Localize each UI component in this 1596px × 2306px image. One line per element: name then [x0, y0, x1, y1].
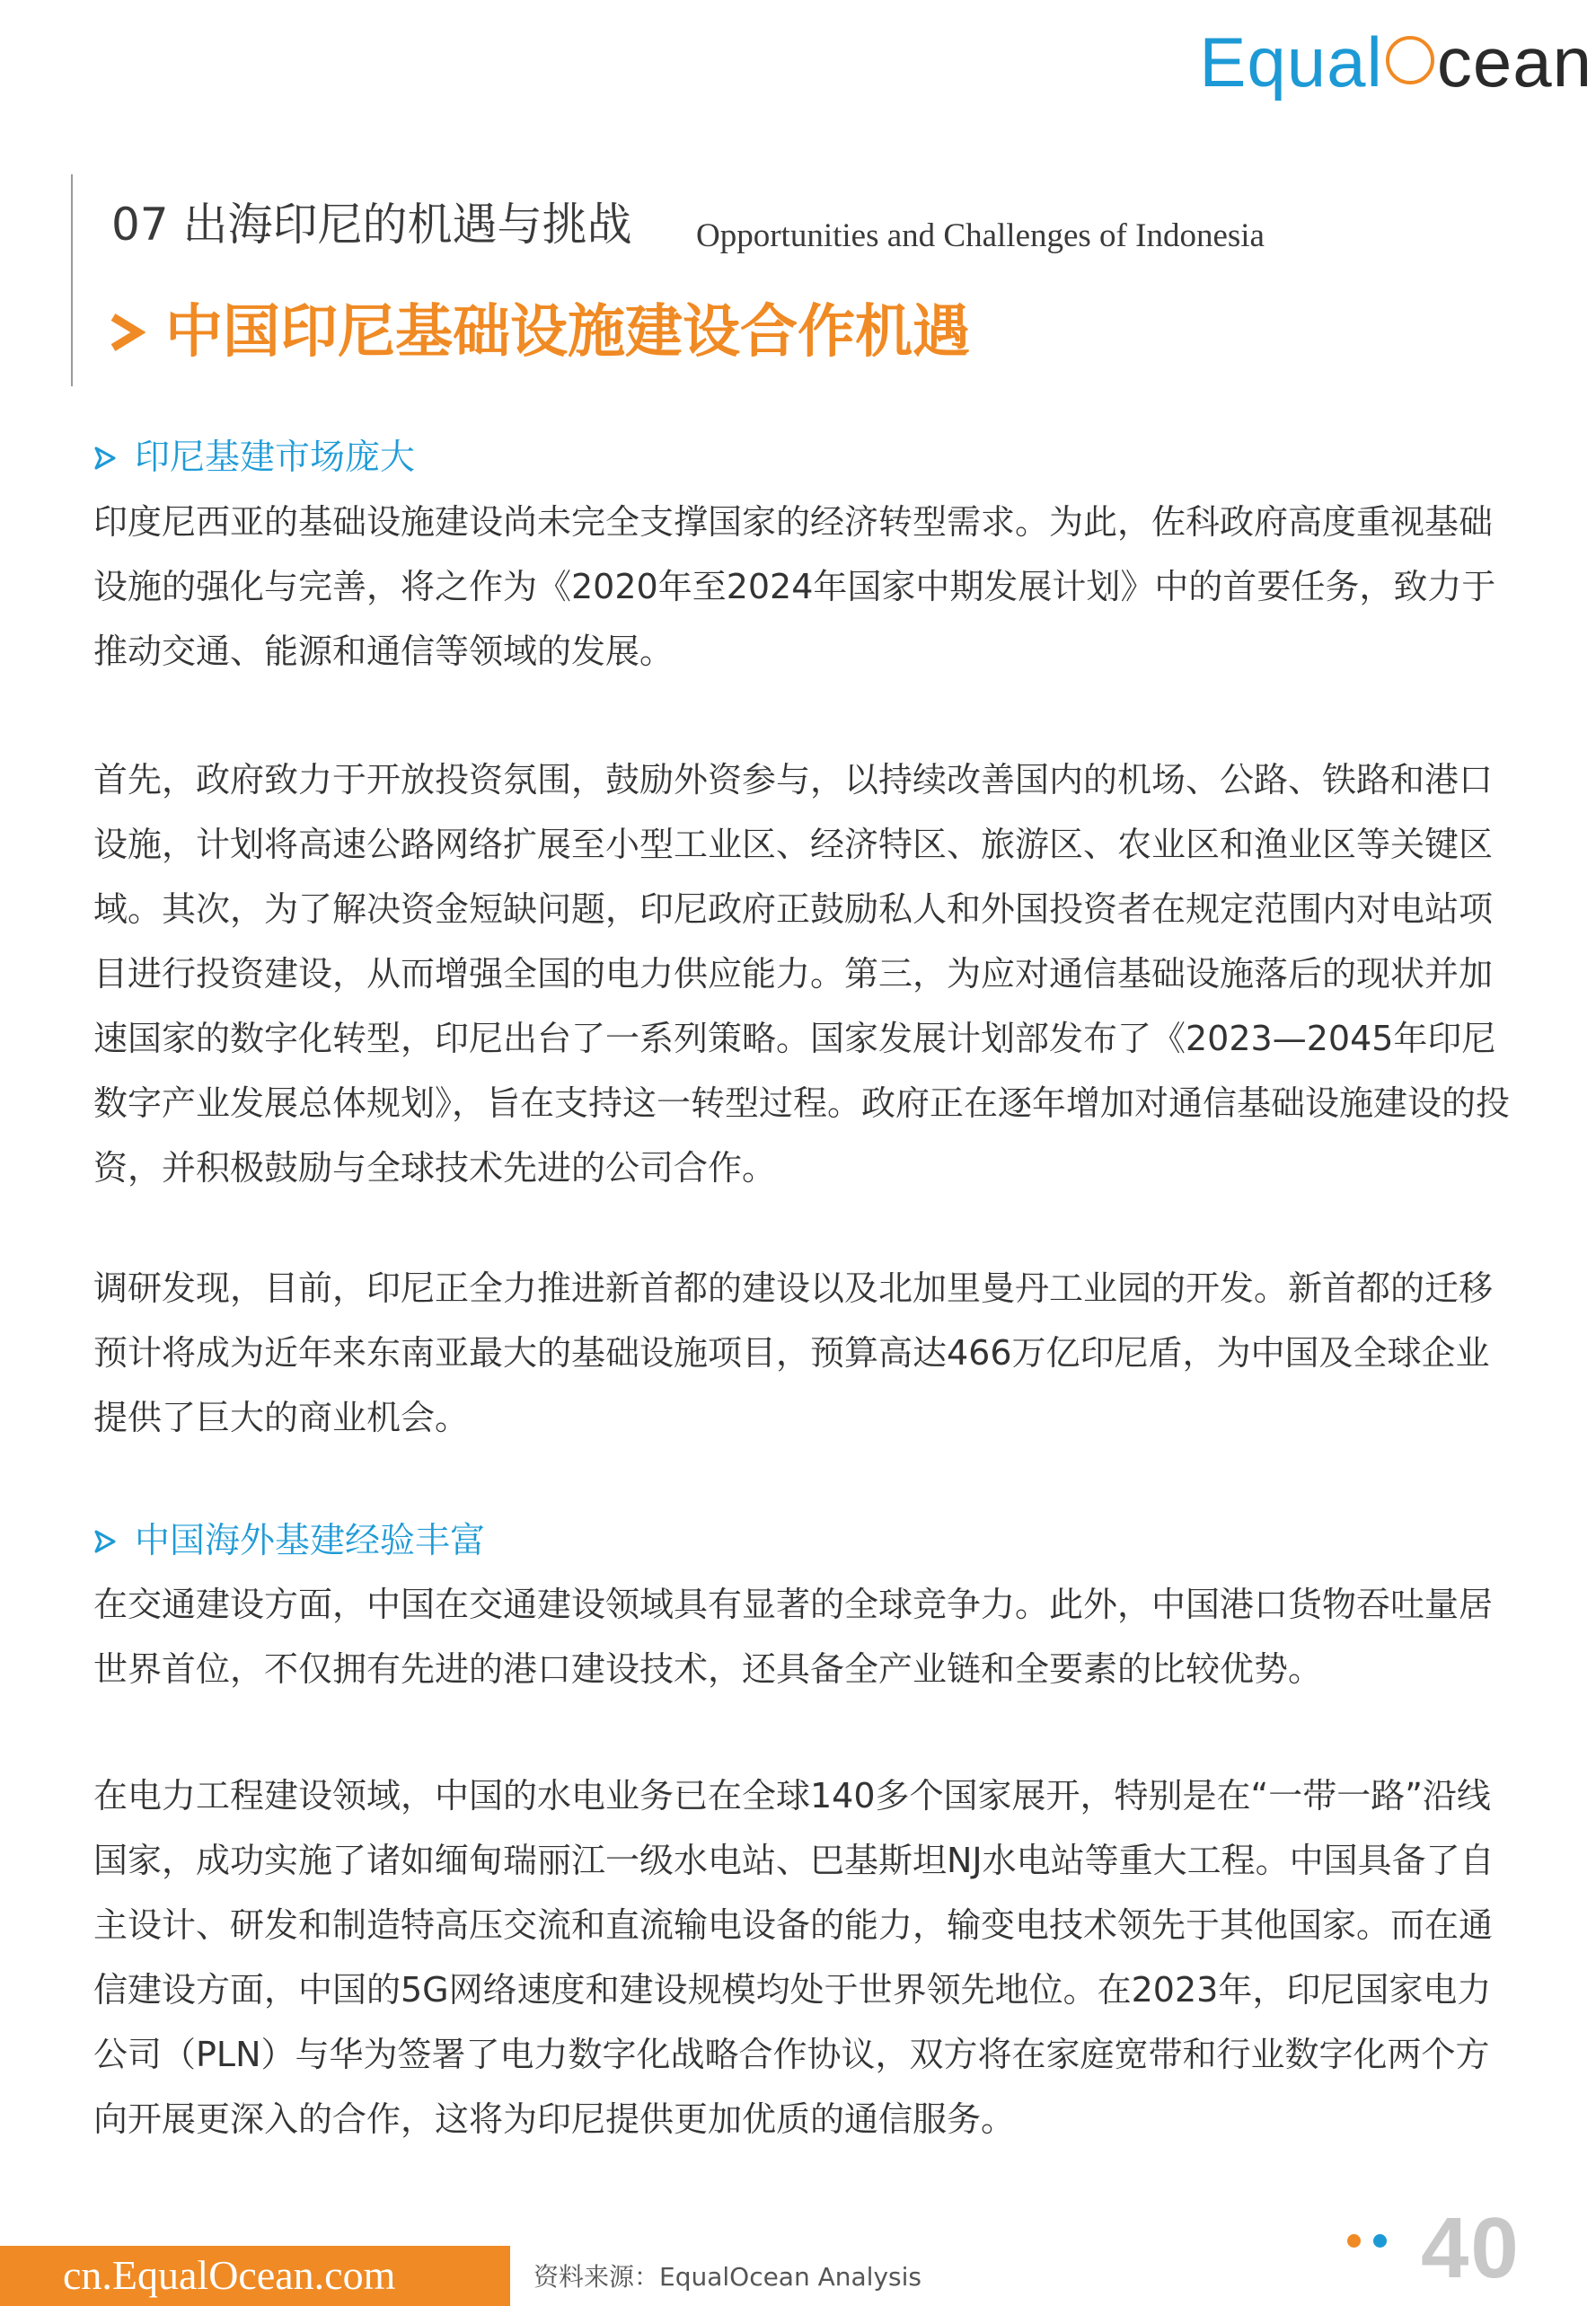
- equalocean-logo: [1199, 22, 1592, 102]
- section-heading-china-experience: [93, 1518, 485, 1565]
- logo-text-equal: Equal: [1199, 22, 1383, 102]
- triangle-right-icon: [93, 1529, 117, 1554]
- paragraph: 在电力工程建设领域，中国的水电业务已在全球140多个国家展开，特别是在“一带一路”沿线国家，成功实施了诸如缅甸瑞丽江一级水电站、巴基斯坦NJ水电站等重大工程。中国具备了自主设计、研发和制造特高压交流和直流输电设备的能力，输变电技术领先于其他国家。而在通信建设方面，中国的5G网络速度和建设规模均处于世界领先地位。在2023年，印尼国家电力公司（PLN）与华为签署了电力数字化战略合作协议，双方将在家庭宽带和行业数字化两个方向开展更深入的合作，这将为印尼提供更加优质的通信服务。: [93, 1776, 1495, 2139]
- orange-dot-icon: [1347, 2234, 1361, 2248]
- chevron-right-icon: [108, 312, 145, 353]
- paragraph: 调研发现，目前，印尼正全力推进新首都的建设以及北加里曼丹工业园的开发。新首都的迁移预计将成为近年来东南亚最大的基础设施项目，预算高达466万亿印尼盾，为中国及全球企业提供了巨大的商业机会。: [93, 1268, 1494, 1437]
- footer-source-note: 资料来源：EqualOcean Analysis: [533, 2262, 921, 2292]
- page-title: [108, 296, 970, 368]
- footer-website-link[interactable]: cn.EqualOcean.com: [63, 2252, 396, 2298]
- section-heading-infrastructure-market: [93, 435, 415, 482]
- blue-dot-icon: [1373, 2234, 1387, 2248]
- chapter-label: 07 出海印尼的机遇与挑战: [111, 199, 632, 251]
- logo-o-ring-icon: [1386, 36, 1434, 84]
- paragraph: 首先，政府致力于开放投资氛围，鼓励外资参与，以持续改善国内的机场、公路、铁路和港口设施，计划将高速公路网络扩展至小型工业区、经济特区、旅游区、农业区和渔业区等关键区域。其次，为了解决资金短缺问题，印尼政府正鼓励私人和外国投资者在规定范围内对电站项目进行投资建设，从而增强全国的电力供应能力。第三，为应对通信基础设施落后的现状并加速国家的数字化转型，印尼出台了一系列策略。国家发展计划部发布了《2023—2045年印尼数字产业发展总体规划》，旨在支持这一转型过程。政府正在逐年增加对通信基础设施建设的投资，并积极鼓励与全球技术先进的公司合作。: [93, 760, 1511, 1188]
- page-title-text: 中国印尼基础设施建设合作机遇: [165, 299, 970, 366]
- chapter-divider-line: [71, 174, 73, 386]
- paragraph: 在交通建设方面，中国在交通建设领域具有显著的全球竞争力。此外，中国港口货物吞吐量居世界首位，不仅拥有先进的港口建设技术，还具备全产业链和全要素的比较优势。: [93, 1585, 1494, 1689]
- chapter-label-english: Opportunities and Challenges of Indonesia: [696, 217, 1265, 254]
- page-number: 40: [1421, 2200, 1521, 2296]
- paragraph: 印度尼西亚的基础设施建设尚未完全支撑国家的经济转型需求。为此，佐科政府高度重视基础设施的强化与完善，将之作为《2020年至2024年国家中期发展计划》中的首要任务，致力于推动交通、能源和通信等领域的发展。: [93, 502, 1496, 671]
- logo-text-cean: cean: [1436, 22, 1592, 102]
- section-heading-text: 印尼基建市场庞大: [135, 437, 416, 478]
- triangle-right-icon: [93, 446, 117, 471]
- section-heading-text: 中国海外基建经验丰富: [135, 1521, 486, 1561]
- page-dots-decoration: [1347, 2234, 1399, 2251]
